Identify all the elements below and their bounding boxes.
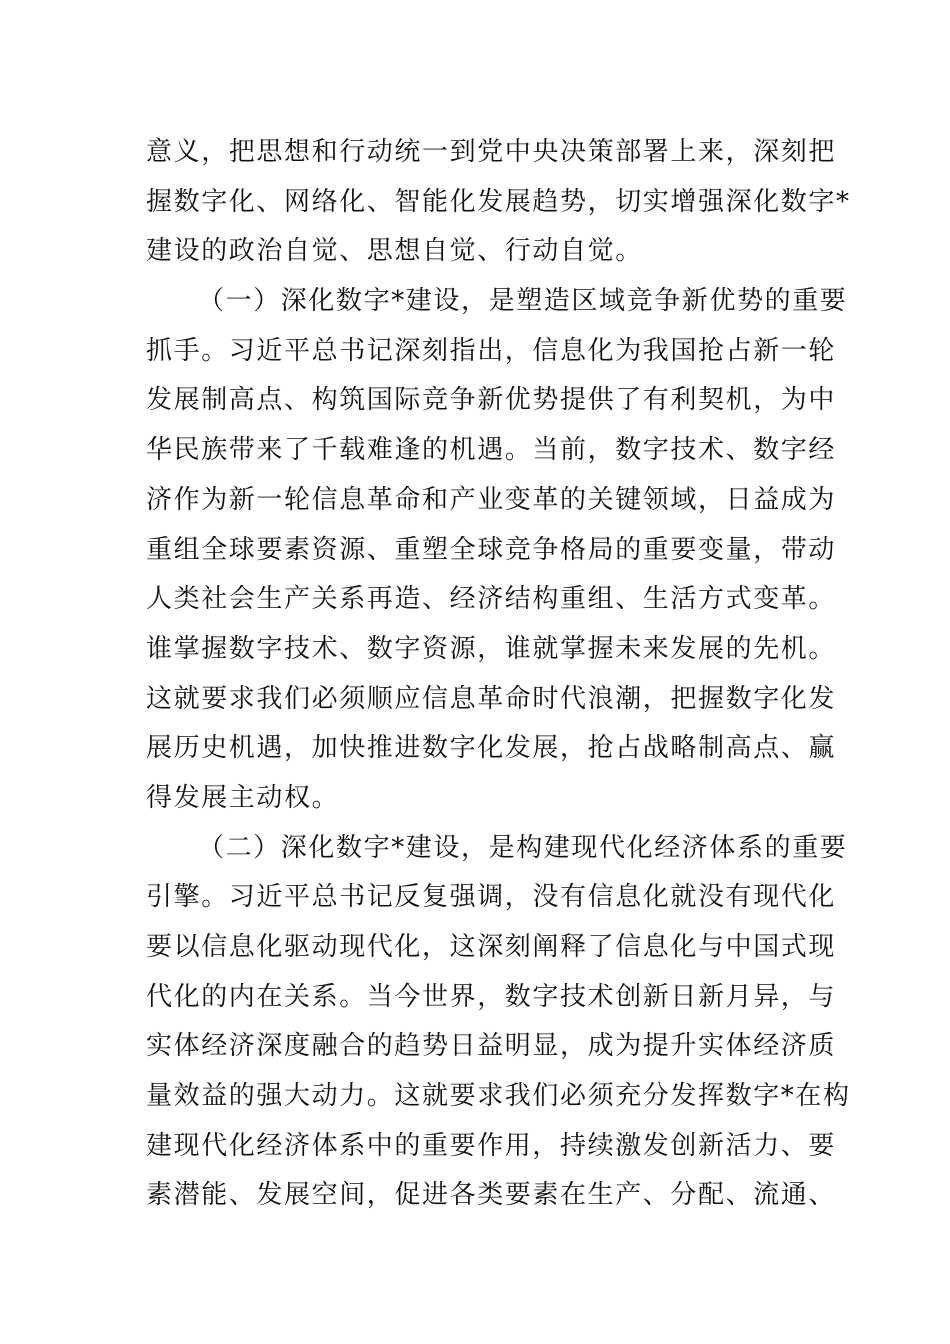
text-line: 这就要求我们必须顺应信息革命时代浪潮，把握数字化发 [146, 683, 837, 714]
text-line: 发展制高点、构筑国际竞争新优势提供了有利契机，为中 [146, 385, 837, 416]
text-line: 握数字化、网络化、智能化发展趋势，切实增强深化数字* [146, 186, 851, 217]
text-line: 抓手。习近平总书记深刻指出，信息化为我国抢占新一轮 [146, 335, 837, 366]
text-line: 量效益的强大动力。这就要求我们必须充分发挥数字*在构 [146, 1081, 851, 1112]
text-line: 素潜能、发展空间，促进各类要素在生产、分配、流通、 [146, 1180, 837, 1211]
paragraph-heading-1: （一）深化数字*建设，是塑造区域竞争新优势的重要 [198, 286, 848, 317]
text-line: 华民族带来了千载难逢的机遇。当前，数字技术、数字经 [146, 435, 837, 466]
text-line: 得发展主动权。 [146, 782, 340, 813]
text-line: 引擎。习近平总书记反复强调，没有信息化就没有现代化 [146, 882, 837, 913]
text-line: 济作为新一轮信息革命和产业变革的关键领域，日益成为 [146, 484, 837, 515]
paragraph-heading-2: （二）深化数字*建设，是构建现代化经济体系的重要 [198, 832, 848, 863]
text-line: 代化的内在关系。当今世界，数字技术创新日新月异，与 [146, 981, 837, 1012]
text-line: 人类社会生产关系再造、经济结构重组、生活方式变革。 [146, 584, 837, 615]
text-line: 实体经济深度融合的趋势日益明显，成为提升实体经济质 [146, 1031, 837, 1062]
text-line: 建设的政治自觉、思想自觉、行动自觉。 [146, 236, 643, 267]
body-text [146, 128, 851, 1221]
text-line: 建现代化经济体系中的重要作用，持续激发创新活力、要 [146, 1130, 837, 1161]
text-line: 重组全球要素资源、重塑全球竞争格局的重要变量，带动 [146, 534, 837, 565]
text-line: 要以信息化驱动现代化，这深刻阐释了信息化与中国式现 [146, 932, 837, 962]
text-line: 意义，把思想和行动统一到党中央决策部署上来，深刻把 [146, 137, 837, 167]
text-line: 展历史机遇，加快推进数字化发展，抢占战略制高点、赢 [146, 733, 837, 764]
text-line: 谁掌握数字技术、数字资源，谁就掌握未来发展的先机。 [146, 633, 837, 664]
